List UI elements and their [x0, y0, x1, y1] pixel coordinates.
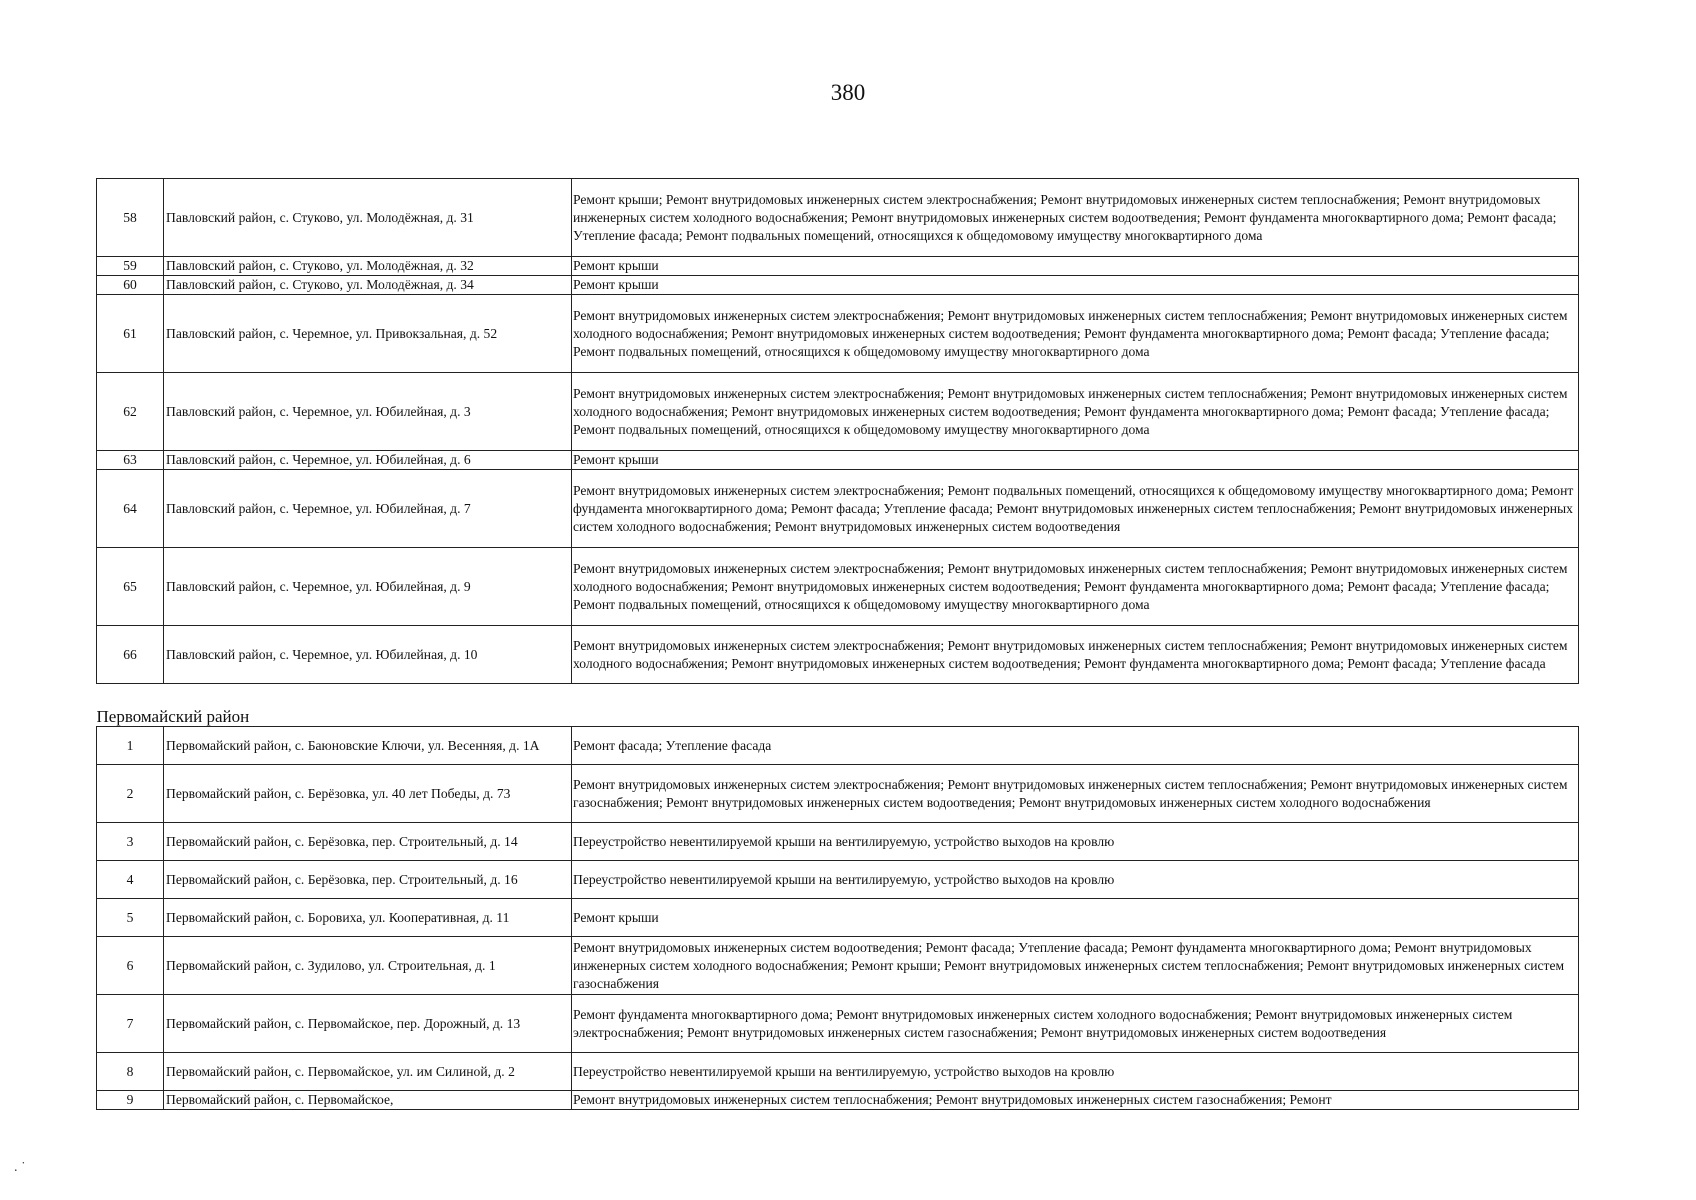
- row-works: Переустройство невентилируемой крыши на вентилируемую, устройство выходов на кровлю: [572, 861, 1579, 899]
- row-number: 66: [97, 626, 164, 684]
- table-row: [97, 548, 1579, 626]
- row-works: Ремонт крыши; Ремонт внутридомовых инженерных систем электроснабжения; Ремонт внутридомовых инженерных систем теплоснабжения; Ремонт внутридомовых инженерных систем холодного водоснабжения; Ремонт внутридомовых инженерных систем водоотведения; Ремонт фундамента многоквартирного дома; Ремонт фасада; Утепление фасада; Ремонт подвальных помещений, относящихся к общедомовому имуществу многоквартирного дома: [572, 179, 1579, 257]
- row-address: Первомайский район, с. Берёзовка, ул. 40 лет Победы, д. 73: [164, 765, 572, 823]
- row-number: 60: [97, 276, 164, 295]
- row-number: 5: [97, 899, 164, 937]
- row-works: Ремонт крыши: [572, 451, 1579, 470]
- row-number: 8: [97, 1053, 164, 1091]
- row-number: 2: [97, 765, 164, 823]
- row-address: Первомайский район, с. Зудилово, ул. Строительная, д. 1: [164, 937, 572, 995]
- section-title: Первомайский район: [97, 684, 1579, 727]
- table-row: [97, 899, 1579, 937]
- row-works: Ремонт крыши: [572, 276, 1579, 295]
- row-number: 6: [97, 937, 164, 995]
- row-address: Первомайский район, с. Берёзовка, пер. Строительный, д. 16: [164, 861, 572, 899]
- row-number: 58: [97, 179, 164, 257]
- row-works: Ремонт фундамента многоквартирного дома; Ремонт внутридомовых инженерных систем холодного водоснабжения; Ремонт внутридомовых инженерных систем электроснабжения; Ремонт внутридомовых инженерных систем газоснабжения; Ремонт внутридомовых инженерных систем водоотведения: [572, 995, 1579, 1053]
- row-works: Ремонт внутридомовых инженерных систем водоотведения; Ремонт фасада; Утепление фасада; Ремонт фундамента многоквартирного дома; Ремонт внутридомовых инженерных систем холодного водоснабжения; Ремонт крыши; Ремонт внутридомовых инженерных систем теплоснабжения; Ремонт внутридомовых инженерных систем газоснабжения: [572, 937, 1579, 995]
- row-address: Павловский район, с. Стуково, ул. Молодёжная, д. 31: [164, 179, 572, 257]
- row-address: Первомайский район, с. Берёзовка, пер. Строительный, д. 14: [164, 823, 572, 861]
- table-row: [97, 276, 1579, 295]
- table-row: [97, 1091, 1579, 1110]
- section-header-row: [97, 684, 1579, 727]
- row-address: Павловский район, с. Черемное, ул. Юбилейная, д. 10: [164, 626, 572, 684]
- table-row: [97, 451, 1579, 470]
- row-address: Павловский район, с. Стуково, ул. Молодёжная, д. 32: [164, 257, 572, 276]
- row-number: 62: [97, 373, 164, 451]
- row-address: Первомайский район, с. Боровиха, ул. Кооперативная, д. 11: [164, 899, 572, 937]
- row-works: Ремонт внутридомовых инженерных систем электроснабжения; Ремонт внутридомовых инженерных систем теплоснабжения; Ремонт внутридомовых инженерных систем газоснабжения; Ремонт внутридомовых инженерных систем водоотведения; Ремонт внутридомовых инженерных систем холодного водоснабжения: [572, 765, 1579, 823]
- row-address: Павловский район, с. Черемное, ул. Юбилейная, д. 6: [164, 451, 572, 470]
- table-body: [97, 179, 1579, 1110]
- row-works: Переустройство невентилируемой крыши на вентилируемую, устройство выходов на кровлю: [572, 823, 1579, 861]
- table-row: [97, 1053, 1579, 1091]
- table-row: [97, 995, 1579, 1053]
- table-row: [97, 626, 1579, 684]
- table-row: [97, 937, 1579, 995]
- row-works: Переустройство невентилируемой крыши на вентилируемую, устройство выходов на кровлю: [572, 1053, 1579, 1091]
- row-works: Ремонт внутридомовых инженерных систем электроснабжения; Ремонт внутридомовых инженерных систем теплоснабжения; Ремонт внутридомовых инженерных систем холодного водоснабжения; Ремонт внутридомовых инженерных систем водоотведения; Ремонт фундамента многоквартирного дома; Ремонт фасада; Утепление фасада; Ремонт подвальных помещений, относящихся к общедомовому имуществу многоквартирного дома: [572, 373, 1579, 451]
- row-address: Павловский район, с. Черемное, ул. Привокзальная, д. 52: [164, 295, 572, 373]
- row-address: Первомайский район, с. Первомайское,: [164, 1091, 572, 1110]
- row-address: Павловский район, с. Стуково, ул. Молодёжная, д. 34: [164, 276, 572, 295]
- table-row: [97, 727, 1579, 765]
- row-number: 1: [97, 727, 164, 765]
- row-works: Ремонт фасада; Утепление фасада: [572, 727, 1579, 765]
- row-address: Первомайский район, с. Первомайское, ул. им Силиной, д. 2: [164, 1053, 572, 1091]
- row-address: Первомайский район, с. Первомайское, пер. Дорожный, д. 13: [164, 995, 572, 1053]
- table-row: [97, 861, 1579, 899]
- row-works: Ремонт крыши: [572, 899, 1579, 937]
- row-number: 4: [97, 861, 164, 899]
- table-row: [97, 823, 1579, 861]
- row-number: 9: [97, 1091, 164, 1110]
- row-works: Ремонт внутридомовых инженерных систем электроснабжения; Ремонт подвальных помещений, относящихся к общедомовому имуществу многоквартирного дома; Ремонт фундамента многоквартирного дома; Ремонт фасада; Утепление фасада; Ремонт внутридомовых инженерных систем теплоснабжения; Ремонт внутридомовых инженерных систем холодного водоснабжения; Ремонт внутридомовых инженерных систем водоотведения: [572, 470, 1579, 548]
- row-number: 3: [97, 823, 164, 861]
- table-row: [97, 179, 1579, 257]
- repair-register-table: [96, 178, 1579, 1110]
- row-address: Павловский район, с. Черемное, ул. Юбилейная, д. 3: [164, 373, 572, 451]
- row-number: 65: [97, 548, 164, 626]
- row-number: 64: [97, 470, 164, 548]
- row-number: 59: [97, 257, 164, 276]
- row-works: Ремонт внутридомовых инженерных систем теплоснабжения; Ремонт внутридомовых инженерных систем газоснабжения; Ремонт: [572, 1091, 1579, 1110]
- row-works: Ремонт внутридомовых инженерных систем электроснабжения; Ремонт внутридомовых инженерных систем теплоснабжения; Ремонт внутридомовых инженерных систем холодного водоснабжения; Ремонт внутридомовых инженерных систем водоотведения; Ремонт фундамента многоквартирного дома; Ремонт фасада; Утепление фасада: [572, 626, 1579, 684]
- row-address: Павловский район, с. Черемное, ул. Юбилейная, д. 7: [164, 470, 572, 548]
- row-works: Ремонт внутридомовых инженерных систем электроснабжения; Ремонт внутридомовых инженерных систем теплоснабжения; Ремонт внутридомовых инженерных систем холодного водоснабжения; Ремонт внутридомовых инженерных систем водоотведения; Ремонт фундамента многоквартирного дома; Ремонт фасада; Утепление фасада; Ремонт подвальных помещений, относящихся к общедомовому имуществу многоквартирного дома: [572, 548, 1579, 626]
- scan-artifact-mark: . ˙: [14, 1160, 26, 1175]
- table-row: [97, 765, 1579, 823]
- row-address: Первомайский район, с. Баюновские Ключи, ул. Весенняя, д. 1А: [164, 727, 572, 765]
- row-address: Павловский район, с. Черемное, ул. Юбилейная, д. 9: [164, 548, 572, 626]
- page-number: 380: [830, 80, 866, 105]
- row-number: 7: [97, 995, 164, 1053]
- table-row: [97, 257, 1579, 276]
- table-row: [97, 295, 1579, 373]
- row-works: Ремонт внутридомовых инженерных систем электроснабжения; Ремонт внутридомовых инженерных систем теплоснабжения; Ремонт внутридомовых инженерных систем холодного водоснабжения; Ремонт внутридомовых инженерных систем водоотведения; Ремонт фундамента многоквартирного дома; Ремонт фасада; Утепление фасада; Ремонт подвальных помещений, относящихся к общедомовому имуществу многоквартирного дома: [572, 295, 1579, 373]
- row-number: 61: [97, 295, 164, 373]
- row-works: Ремонт крыши: [572, 257, 1579, 276]
- table-row: [97, 373, 1579, 451]
- table-row: [97, 470, 1579, 548]
- row-number: 63: [97, 451, 164, 470]
